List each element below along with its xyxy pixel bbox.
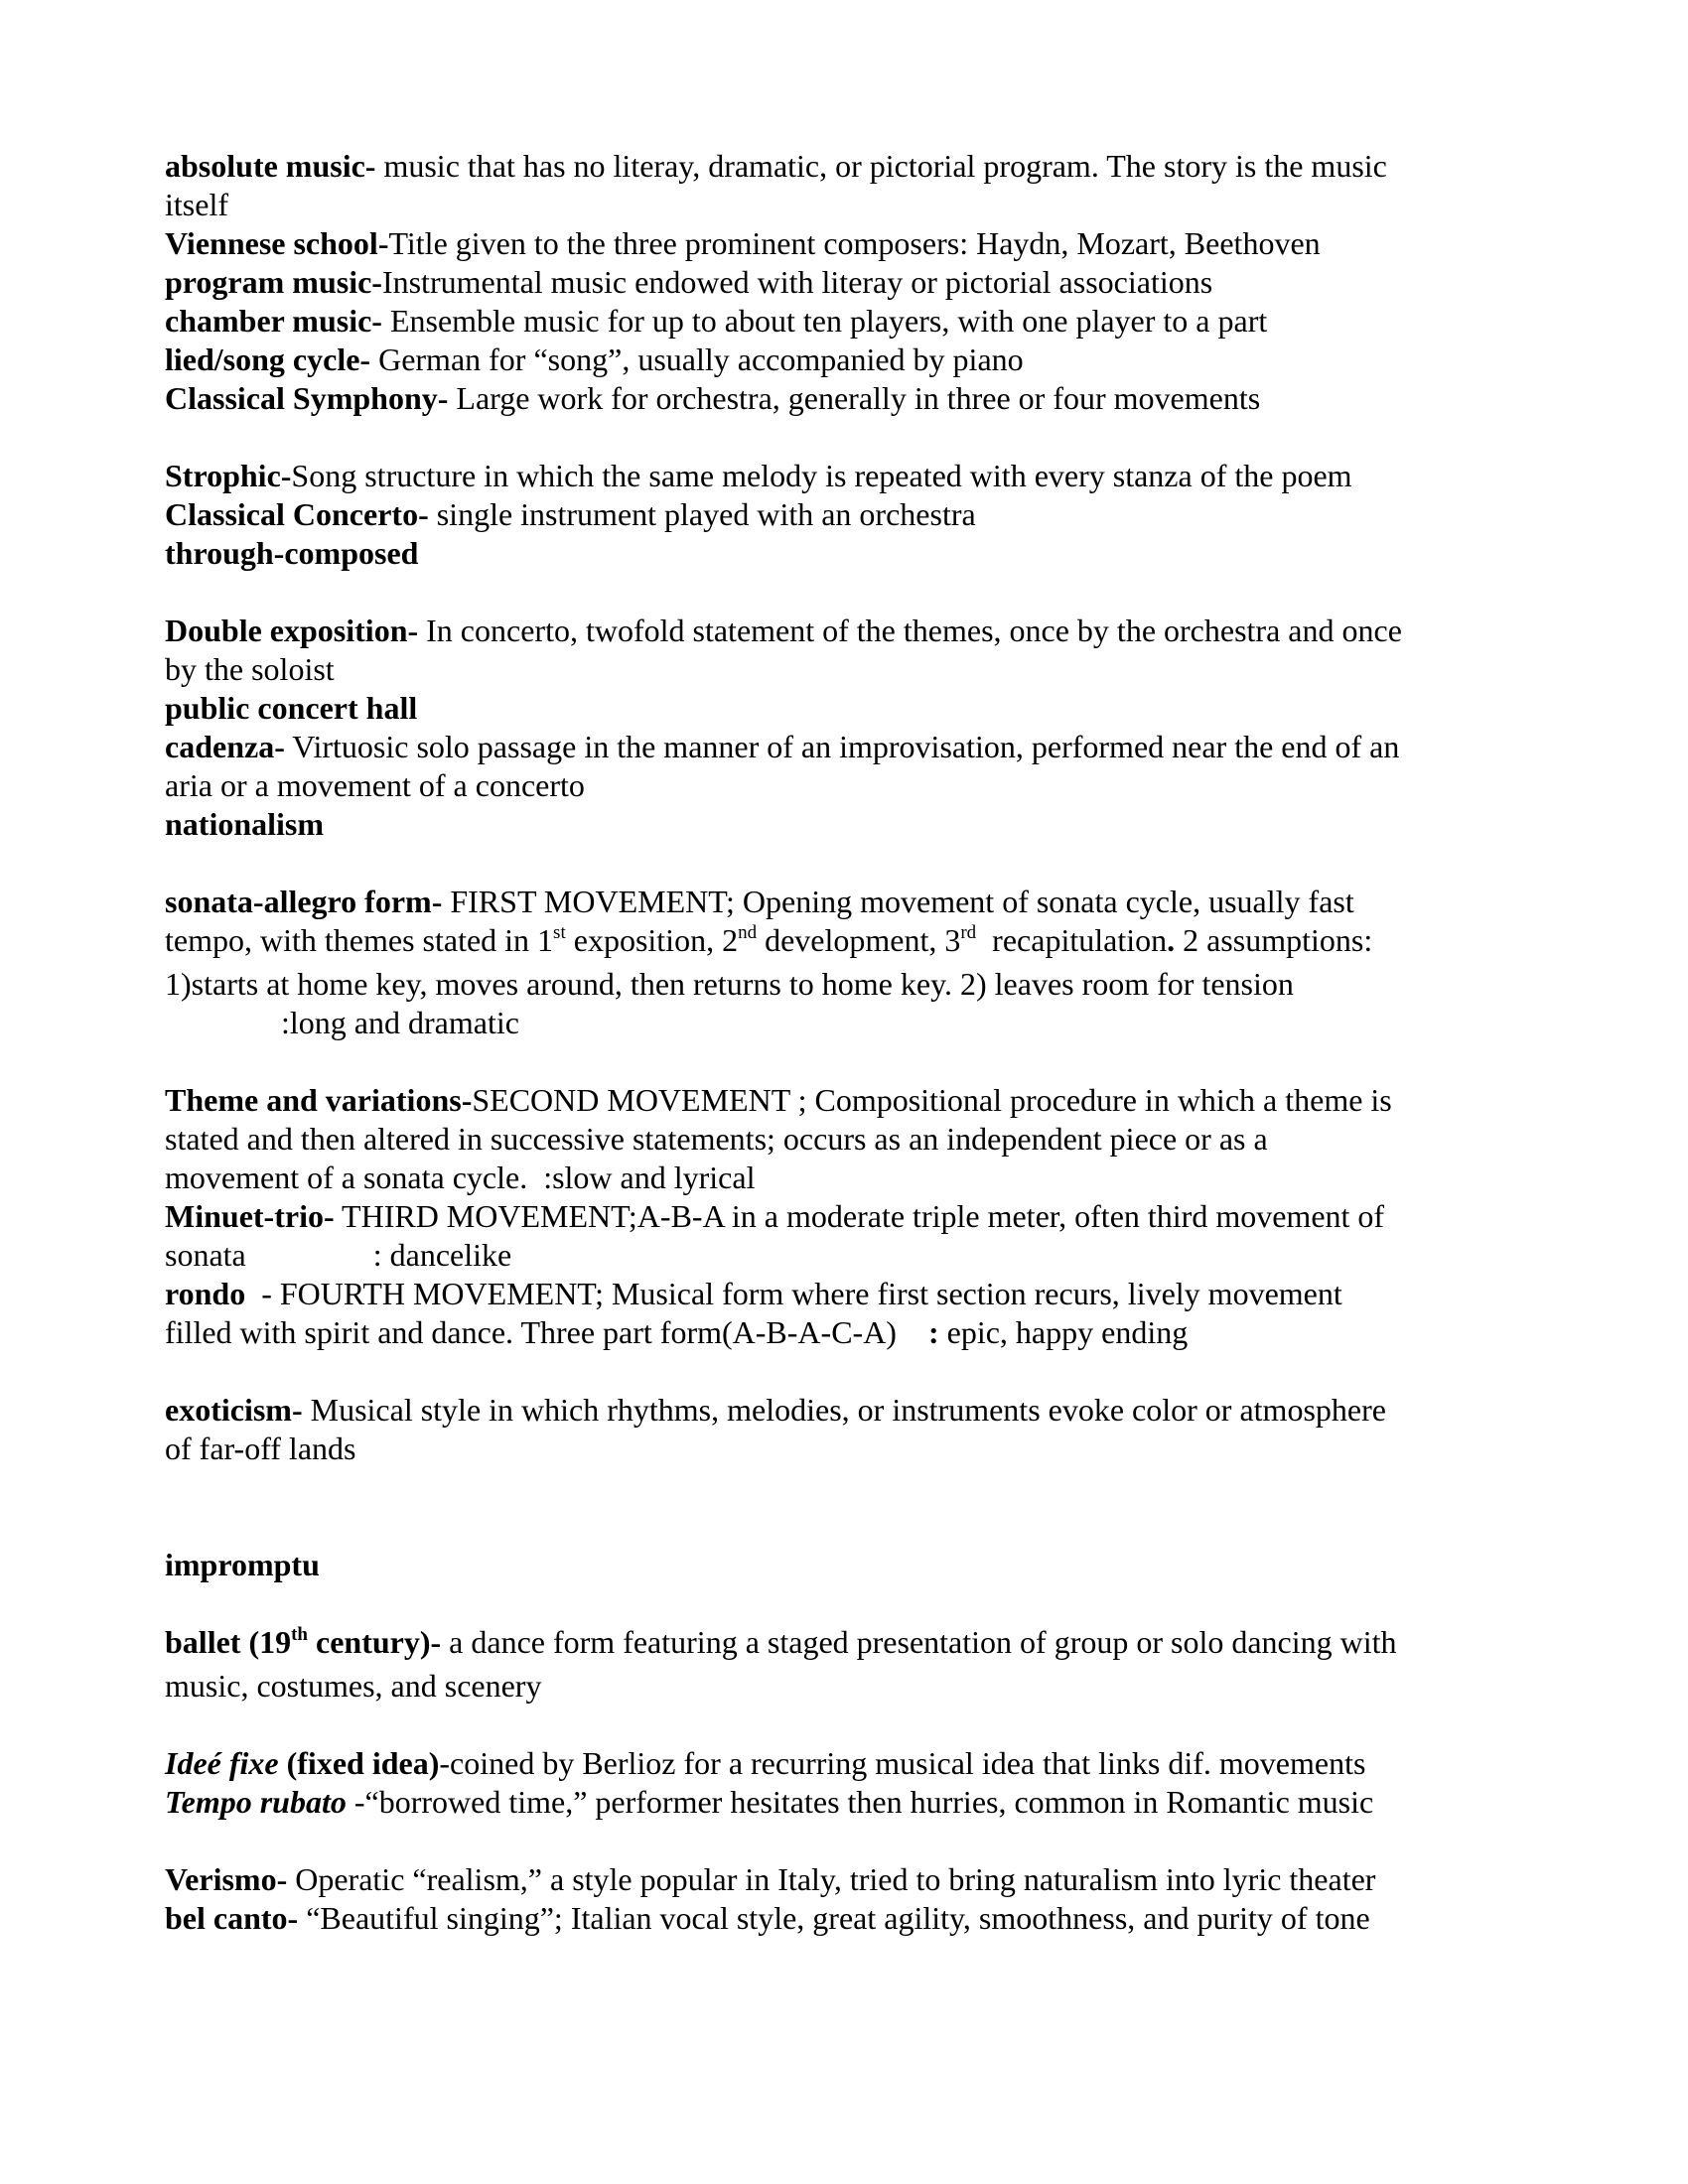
term: rondo bbox=[165, 1276, 254, 1311]
blank-line bbox=[165, 573, 1579, 612]
definition-text: Large work for orchestra, generally in three or four movements bbox=[448, 380, 1261, 416]
definition-text: Ensemble music for up to about ten players, with one player to a part bbox=[381, 303, 1268, 339]
definition-text: Song structure in which the same melody is repeated with every stanza of the poem bbox=[291, 458, 1352, 493]
para-double-exposition-line-2 bbox=[165, 650, 1579, 689]
term: lied/song cycle- bbox=[165, 341, 371, 377]
para-classical-concerto bbox=[165, 495, 1579, 534]
blank-line bbox=[165, 1352, 1579, 1391]
para-verismo bbox=[165, 1860, 1579, 1899]
definition-text: development, 3 bbox=[757, 922, 961, 958]
definition-text: stated and then altered in successive statements; occurs as an independent piece or as a bbox=[165, 1121, 1268, 1157]
definition-text: itself bbox=[165, 187, 228, 222]
term: Double exposition- bbox=[165, 613, 419, 648]
para-sonata-allegro-line-2 bbox=[165, 921, 1579, 965]
ordinal-superscript: nd bbox=[738, 922, 758, 943]
definition-text: a dance form featuring a staged presentation of group or solo dancing with bbox=[441, 1624, 1397, 1660]
term: Classical Concerto- bbox=[165, 496, 429, 532]
para-minuet-trio-line-2 bbox=[165, 1236, 1579, 1275]
definition-text: music, costumes, and scenery bbox=[165, 1668, 542, 1704]
para-absolute-music-line-2 bbox=[165, 186, 1579, 224]
definition-text: 1)starts at home key, moves around, then returns to home key. 2) leaves room for tension bbox=[165, 966, 1294, 1002]
definition-text: aria or a movement of a concerto bbox=[165, 767, 585, 803]
blank-line bbox=[165, 1468, 1579, 1507]
para-minuet-trio-line-1 bbox=[165, 1197, 1579, 1236]
para-cadenza-line-2 bbox=[165, 766, 1579, 805]
definition-text: -coined by Berlioz for a recurring musical idea that links dif. movements bbox=[439, 1745, 1366, 1781]
definition-text: German for “song”, usually accompanied by piano bbox=[370, 341, 1024, 377]
definition-text: movement of a sonata cycle. :slow and lyrical bbox=[165, 1160, 756, 1195]
term: public concert hall bbox=[165, 690, 418, 726]
definition-text: :long and dramatic bbox=[281, 1005, 519, 1040]
term: Theme and variations- bbox=[165, 1082, 473, 1118]
para-chamber-music bbox=[165, 302, 1579, 341]
blank-line bbox=[165, 1584, 1579, 1623]
term: nationalism bbox=[165, 806, 325, 842]
para-theme-variations-line-1 bbox=[165, 1081, 1579, 1120]
para-program-music bbox=[165, 263, 1579, 302]
term-italic: Tempo rubato bbox=[165, 1784, 347, 1820]
definition-text: recapitulation bbox=[976, 922, 1168, 958]
para-nationalism bbox=[165, 805, 1579, 844]
bold-period: . bbox=[1167, 922, 1176, 958]
definition-text: “Beautiful singing”; Italian vocal style, great agility, smoothness, and purity of tone bbox=[298, 1900, 1370, 1936]
term: bel canto- bbox=[165, 1900, 299, 1936]
definition-text: In concerto, twofold statement of the themes, once by the orchestra and once bbox=[418, 613, 1402, 648]
term: Verismo- bbox=[165, 1861, 288, 1897]
definition-text: SECOND MOVEMENT ; Compositional procedure in which a theme is bbox=[472, 1082, 1392, 1118]
definition-text: Operatic “realism,” a style popular in Italy, tried to bring naturalism into lyric theater bbox=[287, 1861, 1376, 1897]
ordinal-superscript: th bbox=[291, 1624, 308, 1645]
definition-text: single instrument played with an orchestra bbox=[428, 496, 976, 532]
blank-line bbox=[165, 1706, 1579, 1744]
term: Minuet-trio- bbox=[165, 1198, 335, 1234]
definition-text: exposition, 2 bbox=[565, 922, 739, 958]
para-exoticism-line-2 bbox=[165, 1430, 1579, 1468]
term: ballet (19 bbox=[165, 1624, 292, 1660]
para-sonata-allegro-line-3 bbox=[165, 965, 1579, 1004]
term: Classical Symphony- bbox=[165, 380, 449, 416]
term: Strophic- bbox=[165, 458, 292, 493]
para-idee-fixe bbox=[165, 1744, 1579, 1783]
para-lied-song-cycle bbox=[165, 341, 1579, 379]
definition-text: Musical style in which rhythms, melodies, or instruments evoke color or atmosphere bbox=[302, 1392, 1386, 1428]
definition-text: - FOURTH MOVEMENT; Musical form where first section recurs, lively movement bbox=[253, 1276, 1342, 1311]
para-through-composed bbox=[165, 534, 1579, 573]
term: (fixed idea) bbox=[278, 1745, 440, 1781]
definition-text: Virtuosic solo passage in the manner of an improvisation, performed near the end of an bbox=[284, 729, 1400, 764]
para-bel-canto bbox=[165, 1899, 1579, 1938]
para-rondo-line-2 bbox=[165, 1313, 1579, 1352]
term: exoticism- bbox=[165, 1392, 303, 1428]
para-double-exposition-line-1 bbox=[165, 612, 1579, 650]
definition-text: filled with spirit and dance. Three part form(A-B-A-C-A) bbox=[165, 1314, 928, 1350]
term: through-composed bbox=[165, 535, 419, 571]
para-theme-variations-line-3 bbox=[165, 1159, 1579, 1197]
term-italic: Ideé fixe bbox=[165, 1745, 279, 1781]
term: cadenza- bbox=[165, 729, 285, 764]
definition-text: Instrumental music endowed with literay or pictorial associations bbox=[381, 264, 1213, 300]
definition-text: of far-off lands bbox=[165, 1431, 356, 1466]
para-impromptu bbox=[165, 1546, 1579, 1584]
blank-line bbox=[165, 844, 1579, 883]
para-ballet-line-2 bbox=[165, 1667, 1579, 1706]
term: sonata-allegro form- bbox=[165, 884, 443, 919]
blank-line bbox=[165, 418, 1579, 457]
term: impromptu bbox=[165, 1547, 320, 1582]
para-ballet-line-1 bbox=[165, 1623, 1579, 1667]
para-strophic bbox=[165, 457, 1579, 495]
para-cadenza-line-1 bbox=[165, 728, 1579, 766]
bold-colon: : bbox=[927, 1314, 939, 1350]
para-sonata-allegro-line-1 bbox=[165, 883, 1579, 921]
ordinal-superscript: rd bbox=[960, 922, 977, 943]
definition-text: FIRST MOVEMENT; Opening movement of sonata cycle, usually fast bbox=[442, 884, 1354, 919]
term: chamber music- bbox=[165, 303, 382, 339]
para-public-concert-hall bbox=[165, 689, 1579, 728]
para-exoticism-line-1 bbox=[165, 1391, 1579, 1430]
para-tempo-rubato bbox=[165, 1783, 1579, 1822]
term: program music- bbox=[165, 264, 382, 300]
para-classical-symphony bbox=[165, 379, 1579, 418]
definition-text: Title given to the three prominent composers: Haydn, Mozart, Beethoven bbox=[388, 225, 1321, 261]
ordinal-superscript: st bbox=[553, 922, 566, 943]
definition-text: 2 assumptions: bbox=[1175, 922, 1373, 958]
definition-text: music that has no literay, dramatic, or pictorial program. The story is the music bbox=[375, 148, 1387, 184]
blank-line bbox=[165, 1822, 1579, 1860]
para-viennese-school bbox=[165, 224, 1579, 263]
definition-text: THIRD MOVEMENT;A-B-A in a moderate triple meter, often third movement of bbox=[334, 1198, 1385, 1234]
para-theme-variations-line-2 bbox=[165, 1120, 1579, 1159]
term: absolute music- bbox=[165, 148, 376, 184]
term: century)- bbox=[308, 1624, 442, 1660]
blank-line bbox=[165, 1507, 1579, 1546]
definition-text: sonata : dancelike bbox=[165, 1237, 512, 1273]
para-absolute-music-line-1 bbox=[165, 147, 1579, 186]
definition-text: epic, happy ending bbox=[938, 1314, 1189, 1350]
definition-text: by the soloist bbox=[165, 651, 335, 687]
definition-text: -“borrowed time,” performer hesitates then hurries, common in Romantic music bbox=[346, 1784, 1374, 1820]
term: Viennese school- bbox=[165, 225, 389, 261]
para-sonata-allegro-line-4 bbox=[165, 1004, 1579, 1042]
blank-line bbox=[165, 1042, 1579, 1081]
para-rondo-line-1 bbox=[165, 1275, 1579, 1313]
definition-text: tempo, with themes stated in 1 bbox=[165, 922, 554, 958]
